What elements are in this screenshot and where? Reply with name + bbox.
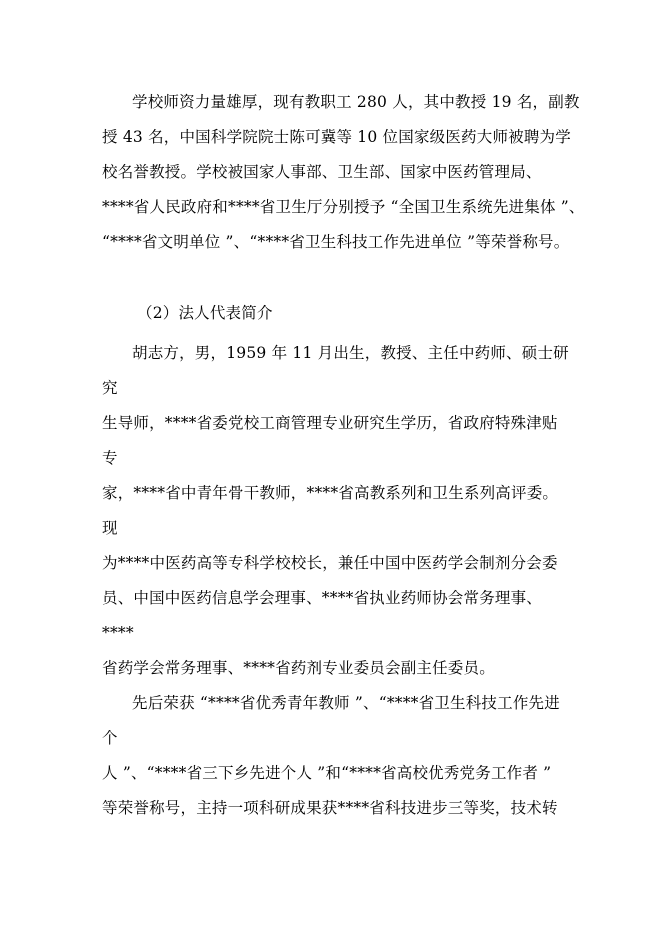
para3-line-2: 个 — [102, 729, 118, 747]
para2-line-1: 胡志方，男，1959 年 11 月出生，教授、主任中药师、硕士研 — [132, 344, 569, 362]
para2-line-2: 究 — [102, 379, 118, 397]
para1-line-2: 授 43 名，中国科学院院士陈可冀等 10 位国家级医药大师被聘为学 — [102, 128, 571, 146]
para2-line-3: 生导师，****省委党校工商管理专业研究生学历，省政府特殊津贴 — [102, 414, 558, 432]
para2-line-6: 现 — [102, 519, 118, 537]
para2-line-9: **** — [102, 624, 134, 642]
para2-line-7: 为****中医药高等专科学校校长，兼任中国中医药学会制剂分会委 — [102, 554, 558, 572]
section-heading: （2）法人代表简介 — [137, 304, 273, 322]
para2-line-5: 家，****省中青年骨干教师，****省高教系列和卫生系列高评委。 — [102, 484, 559, 502]
para3-line-4: 等荣誉称号，主持一项科研成果获****省科技进步三等奖，技术转 — [102, 799, 558, 817]
para1-line-1: 学校师资力量雄厚，现有教职工 280 人，其中教授 19 名，副教 — [132, 93, 580, 111]
para1-line-4: ****省人民政府和****省卫生厅分别授予 “全国卫生系统先进集体 ”、 — [102, 198, 585, 216]
para1-line-3: 校名誉教授。学校被国家人事部、卫生部、国家中医药管理局、 — [102, 163, 542, 181]
para1-line-5: “****省文明单位 ”、“****省卫生科技工作先进单位 ”等荣誉称号。 — [102, 233, 570, 251]
para2-line-10: 省药学会常务理事、****省药剂专业委员会副主任委员。 — [102, 659, 495, 677]
para2-line-4: 专 — [102, 449, 118, 467]
para2-line-8: 员、中国中医药信息学会理事、****省执业药师协会常务理事、 — [102, 589, 543, 607]
para3-line-3: 人 ”、“****省三下乡先进个人 ”和“****省高校优秀党务工作者 ” — [102, 764, 552, 782]
para3-line-1: 先后荣获 “****省优秀青年教师 ”、“****省卫生科技工作先进 — [132, 694, 560, 712]
